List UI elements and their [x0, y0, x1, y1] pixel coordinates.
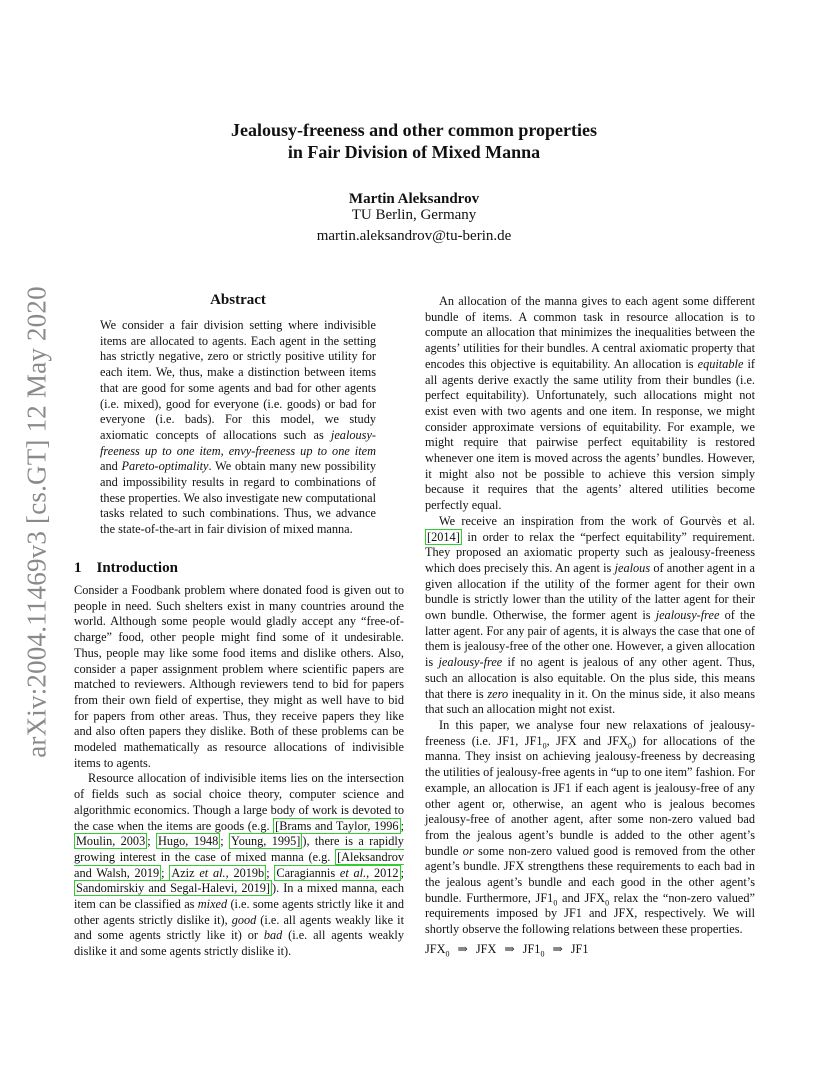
citation-link[interactable]: [Aleksandrov and Walsh, 2019	[74, 849, 404, 880]
author-email: martin.aleksandrov@tu-berin.de	[316, 228, 512, 244]
right-paragraph-2: We receive an inspiration from the work of Gourvès et al. [2014] in order to relax the “perfect equitability” requirement. They proposed an axiomatic property such as jealousy-freeness which does precisely this. An agent is jealous of another agent in a given allocation if the utility of the former agent for their own bundle is strictly lower than the utility of the latter agent for their own bundle. Otherwise, the former agent is jealousy-free of the latter agent. For any pair of agents, it is always the case that one of them is jealousy-free of the other one. However, a given allocation is jealousy-free if no agent is jealous of any other agent. Thus, such an allocation is also equitable. On the plus side, this means that there is zero inequality in it. On the minus side, it also means that such an allocation might not exist.	[425, 513, 755, 717]
intro-paragraph-1: Consider a Foodbank problem where donated food is given out to people in need. Such shelters exist in many countries around the world. Although some people would gladly accept any “free-of-charge” food, other people might find some of it undesirable. Thus, people may like some food items and dislike others. Also, consider a paper assignment problem where scientific papers are matched to reviewers. Although reviewers tend to bid for papers from their own field of expertise, they might as well have to bid for papers from other areas. Thus, they receive papers they like and also often papers they dislike. Both of these problems can be modeled mathematically as resource allocations of indivisible items to agents.	[74, 583, 404, 770]
citation-link[interactable]: Moulin, 2003	[76, 834, 146, 849]
paper-title	[100, 119, 728, 163]
citation-link[interactable]: Caragiannis et al., 2012	[276, 865, 399, 880]
arxiv-sidebar-stamp	[22, 282, 52, 762]
right-paragraph-1: An allocation of the manna gives to each agent some different bundle of items. A common task in resource allocation is to compute an allocation that minimizes the inequalities between the agents’ utilities for their bundles. A central axiomatic property that encodes this objective is equitability. An allocation is equitable if all agents derive exactly the same utility from their bundles (i.e. perfect equitability). Unfortunately, such allocations might not exist even with two agents and one item. In response, we might consider approximate versions of equitability. For example, we might require that pairwise perfect equitability is restored whenever one item is moved across the agents’ bundles. However, it might also not be possible to achieve this version simply because it requires that the agents’ altered utilities become perfectly equal.	[425, 294, 756, 513]
title-line-1: Jealousy-freeness and other common properties	[231, 120, 597, 140]
citation-link[interactable]: Sandomirskiy and Segal-Halevi, 2019]	[76, 881, 271, 896]
title-line-2: in Fair Division of Mixed Manna	[287, 142, 541, 162]
right-column-body	[425, 294, 755, 958]
property-relations-formula: $JFX_0$ ⇒ JFX ⇒ $JF1_0$ ⇒ JF1	[425, 941, 589, 959]
citation-link[interactable]: Aziz et al., 2019b	[171, 865, 265, 880]
right-paragraph-3: In this paper, we analyse four new relaxations of jealousy-freeness (i.e. JF1, $JF1_0$, JFX and $JFX_0$) for allocations of the manna. They insist on achieving jealousy-freeness by decreasing the utilities of jealousy-free agents in “up to one item” fashion. For example, an allocation is JF1 if each agent is jealousy-free of any other agent or, otherwise, an agent who is jealous becomes jealousy-free of another agent, after some non-zero valued bad from the jealous agent’s bundle is added to the other agent’s bundle or some non-zero valued good is removed from the other agent’s bundle. JFX strengthens these requirements to each bad in the jealous agent’s bundle and each good in the other agent’s bundle. Furthermore, $JF1_0$ and $JFX_0$ relax the “non-zero valued” requirements imposed by JF1 and JFX, respectively. We will shortly observe the following relations between these properties.	[425, 717, 755, 937]
arxiv-identifier: arXiv:2004.11469v3 [cs.GT] 12 May 2020	[21, 286, 52, 758]
left-column-body	[74, 583, 404, 960]
intro-paragraph-2: Resource allocation of indivisible items lies on the intersection of fields such as social choice theory, computer science and algorithmic economics. Though a large body of work is devoted to the case when the items are goods (e.g. [Brams and Taylor, 1996 ; Moulin, 2003 ; Hugo, 1948 ; Young, 1995] ), there is a rapidly growing interest in the case of mixed manna (e.g. [Aleksandrov and Walsh, 2019 ; Aziz et al., 2019b ; Caragiannis et al., 2012 ; Sandomirskiy and Segal-Halevi, 2019] ). In a mixed manna, each item can be classified as mixed (i.e. some agents strictly like it and other agents strictly dislike it), good (i.e. all agents weakly like it and some agents strictly like it) or bad (i.e. all agents weakly dislike it and some agents strictly dislike it).	[74, 771, 405, 959]
author-name: Martin Aleksandrov	[348, 191, 480, 207]
abstract-heading: Abstract	[210, 292, 266, 308]
author-affiliation: TU Berlin, Germany	[351, 207, 477, 223]
citation-link[interactable]: [2014]	[427, 529, 460, 544]
citation-link[interactable]: [Brams and Taylor, 1996	[275, 818, 399, 833]
citation-link[interactable]: Young, 1995]	[231, 834, 301, 849]
citation-link[interactable]: Hugo, 1948	[157, 834, 219, 849]
section-heading-introduction: 1 Introduction	[74, 560, 178, 576]
abstract-text: We consider a fair division setting where indivisible items are allocated to agents. Each agent in the setting has strictly negative, zero or strictly positive utility for each item. We, thus, make a distinction between items that are good for some agents and bad for other agents (i.e. mixed), good for everyone (i.e. goods) or bad for everyone (i.e. bads). For this model, we study axiomatic concepts of allocations such as jealousy-freeness up to one item, envy-freeness up to one item and Pareto-optimality. We obtain many new possibility and impossibility results in regard to combinations of these properties. We also investigate new computational tasks related to such combinations. Thus, we advance the state-of-the-art in fair division of mixed manna.	[100, 318, 376, 537]
